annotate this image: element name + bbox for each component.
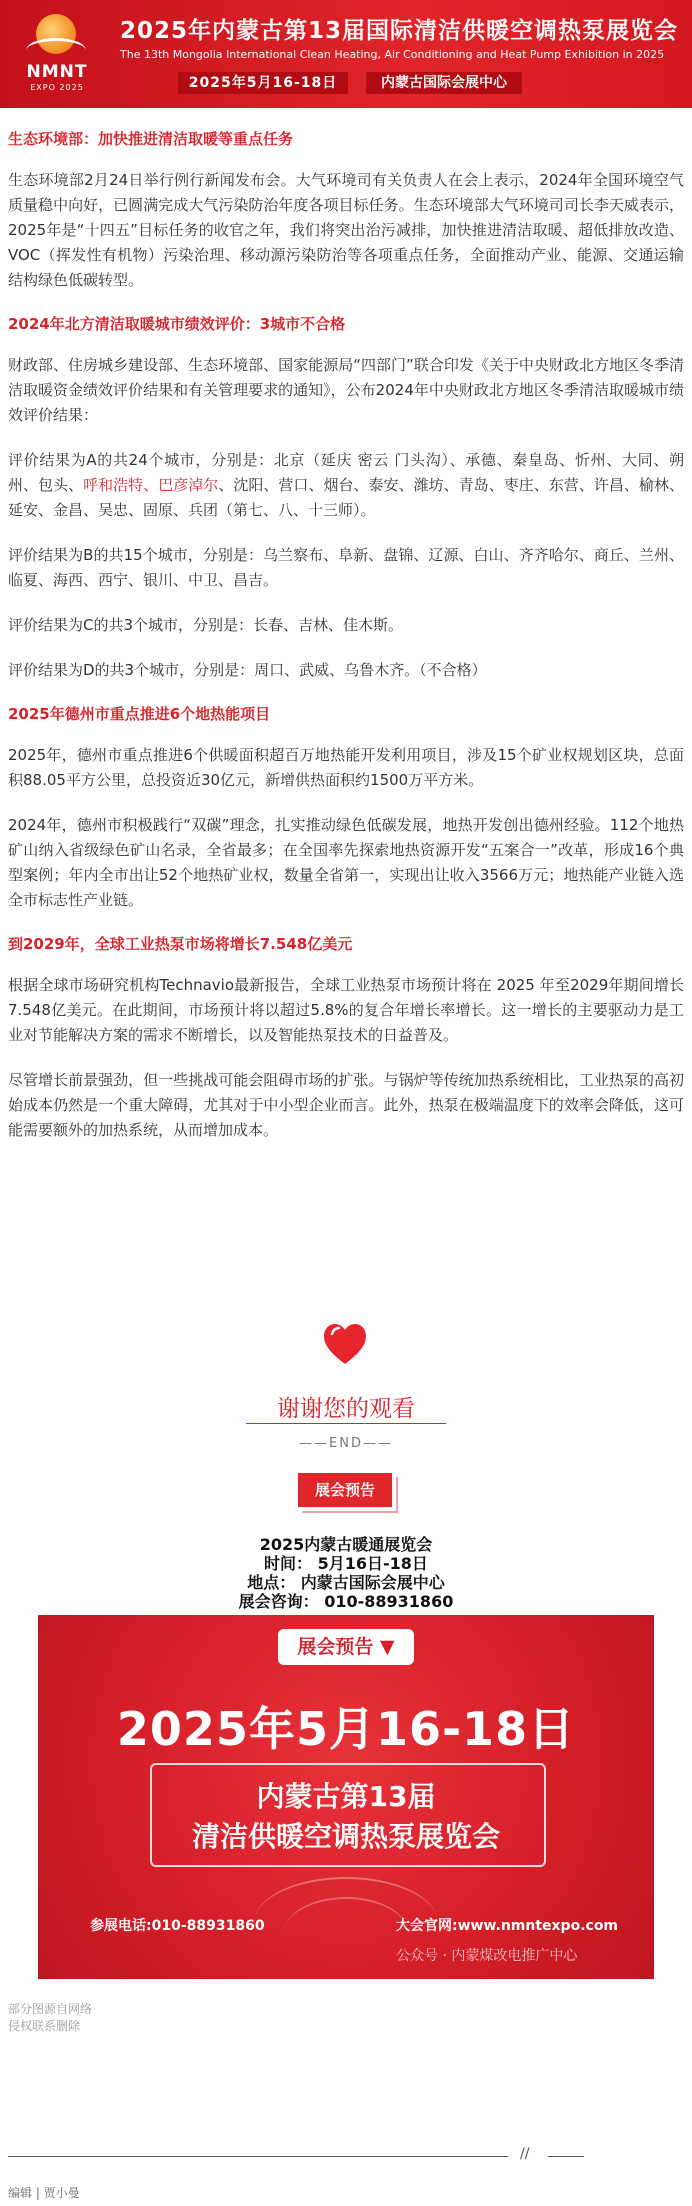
article-body (8, 128, 684, 1143)
thanks-text: 谢谢您的观看 (277, 1396, 415, 1422)
divider (246, 1423, 446, 1424)
poster-title-line1: 内蒙古第13届 (256, 1780, 436, 1813)
copyright-note: 侵权联系删除 (8, 2019, 81, 2033)
paragraph-rating-b: 评价结果为B的共15个城市，分别是：乌兰察布、阜新、盘锦、辽源、白山、齐齐哈尔、商丘、兰州、临夏、海西、西宁、银川、中卫、昌吉。 (8, 546, 684, 589)
section-heading: 生态环境部：加快推进清洁取暖等重点任务 (8, 130, 294, 148)
poster-phone: 参展电话:010-88931860 (90, 1918, 265, 1934)
section-heading: 到2029年，全球工业热泵市场将增长7.548亿美元 (8, 935, 353, 953)
venue-outline-inner (284, 1897, 408, 1969)
end-marker: ——END—— (299, 1436, 393, 1451)
expo-info-phone: 展会咨询： 010-88931860 (238, 1592, 454, 1611)
section-heading: 2025年德州市重点推进6个地热能项目 (8, 705, 271, 723)
logo-text: NMNT (26, 62, 88, 82)
expo-info-place: 地点： 内蒙古国际会展中心 (247, 1573, 445, 1592)
image-source-note: 部分图源自网络 (8, 2002, 93, 2016)
editor-credit: 编辑 | 贾小曼 (8, 2186, 80, 2200)
expo-logo (18, 8, 96, 100)
paragraph: 根据全球市场研究机构Technavio最新报告，全球工业热泵市场预计将在 2025 年至2029年期间增长7.548亿美元。在此期间，市场预计将以超过5.8%的复合年增长率增长。这一增长的主要驱动力是工业对节能解决方案的需求不断增长，以及智能热泵技术的日益普及。 (8, 976, 684, 1044)
text: 、沈阳、营口、烟台、泰安、潍坊、青岛、枣庄、东营、许昌、榆林、延安、金昌、吴忠、固原、兵团（第七、八、十三师）。 (8, 476, 684, 519)
paragraph-rating-c: 评价结果为C的共3个城市，分别是：长春、吉林、佳木斯。 (8, 616, 404, 634)
banner-title: 2025年内蒙古第13届国际清洁供暖空调热泵展览会 (120, 18, 679, 44)
poster-badge: 展会预告 ▼ (278, 1629, 414, 1665)
banner-date: 2025年5月16-18日 (178, 72, 348, 94)
highlighted-cities: 呼和浩特、巴彦淖尔 (83, 476, 219, 494)
divider-slashes: // (520, 2146, 530, 2162)
footer-divider (8, 2156, 508, 2157)
banner-subtitle: The 13th Mongolia International Clean Heating, Air Conditioning and Heat Pump Exhibition in 2025 (120, 48, 665, 61)
section-heading: 2024年北方清洁取暖城市绩效评价：3城市不合格 (8, 315, 346, 333)
paragraph: 生态环境部2月24日举行例行新闻发布会。大气环境司有关负责人在会上表示，2024年全国环境空气质量稳中向好，已圆满完成大气污染防治年度各项目标任务。生态环境部大气环境司司长李天威表示，2025年是“十四五”目标任务的收官之年，我们将突出治污减排，加快推进清洁取暖、超低排放改造、VOC（挥发性有机物）污染治理、移动源污染防治等各项重点任务，全面推动产业、能源、交通运输结构绿色低碳转型。 (8, 171, 684, 289)
poster-date: 2025年5月16-18日 (116, 1702, 576, 1756)
poster-watermark: 公众号 · 内蒙煤改电推广中心 (396, 1948, 578, 1964)
header-banner (0, 0, 692, 108)
paragraph: 财政部、住房城乡建设部、生态环境部、国家能源局“四部门”联合印发《关于中央财政北方地区冬季清洁取暖资金绩效评价结果和有关管理要求的通知》，公布2024年中央财政北方地区冬季清洁取暖城市绩效评价结果： (8, 356, 684, 424)
heart-icon (322, 1322, 368, 1366)
footer-divider-short (548, 2156, 584, 2157)
paragraph: 尽管增长前景强劲，但一些挑战可能会阻碍市场的扩张。与锅炉等传统加热系统相比，工业热泵的高初始成本仍然是一个重大障碍，尤其对于中小型企业而言。此外，热泵在极端温度下的效率会降低，这可能需要额外的加热系统，从而增加成本。 (8, 1071, 684, 1139)
logo-subtext: EXPO 2025 (30, 83, 84, 92)
expo-info-time: 时间： 5月16日-18日 (264, 1554, 428, 1573)
paragraph: 2025年，德州市重点推进6个供暖面积超百万地热能开发利用项目，涉及15个矿业权规划区块，总面积88.05平方公里，总投资近30亿元，新增供热面积约1500万平方米。 (8, 746, 684, 789)
expo-poster (38, 1615, 654, 1979)
preview-badge: 展会预告 (298, 1473, 392, 1507)
text: 评价结果为A的共24个城市，分别是：北京（延庆 密云 门头沟）、承德、秦皇岛、忻州、大同、朔州、包头、 (8, 451, 684, 494)
poster-title-line2: 清洁供暖空调热泵展览会 (191, 1820, 500, 1853)
poster-website: 大会官网:www.nmntexpo.com (396, 1918, 619, 1934)
paragraph-rating-a (8, 448, 684, 523)
paragraph: 2024年，德州市积极践行“双碳”理念，扎实推动绿色低碳发展，地热开发创出德州经验。112个地热矿山纳入省级绿色矿山名录，全省最多；在全国率先探索地热资源开发“五案合一”改革，形成16个典型案例；年内全市出让52个地热矿业权，数量全省第一，实现出让收入3566万元；地热能产业链入选全市标志性产业链。 (8, 816, 684, 909)
expo-info-title: 2025内蒙古暖通展览会 (259, 1535, 433, 1554)
paragraph-rating-d: 评价结果为D的共3个城市，分别是：周口、武威、乌鲁木齐。（不合格） (8, 661, 487, 679)
banner-venue: 内蒙古国际会展中心 (366, 72, 522, 94)
